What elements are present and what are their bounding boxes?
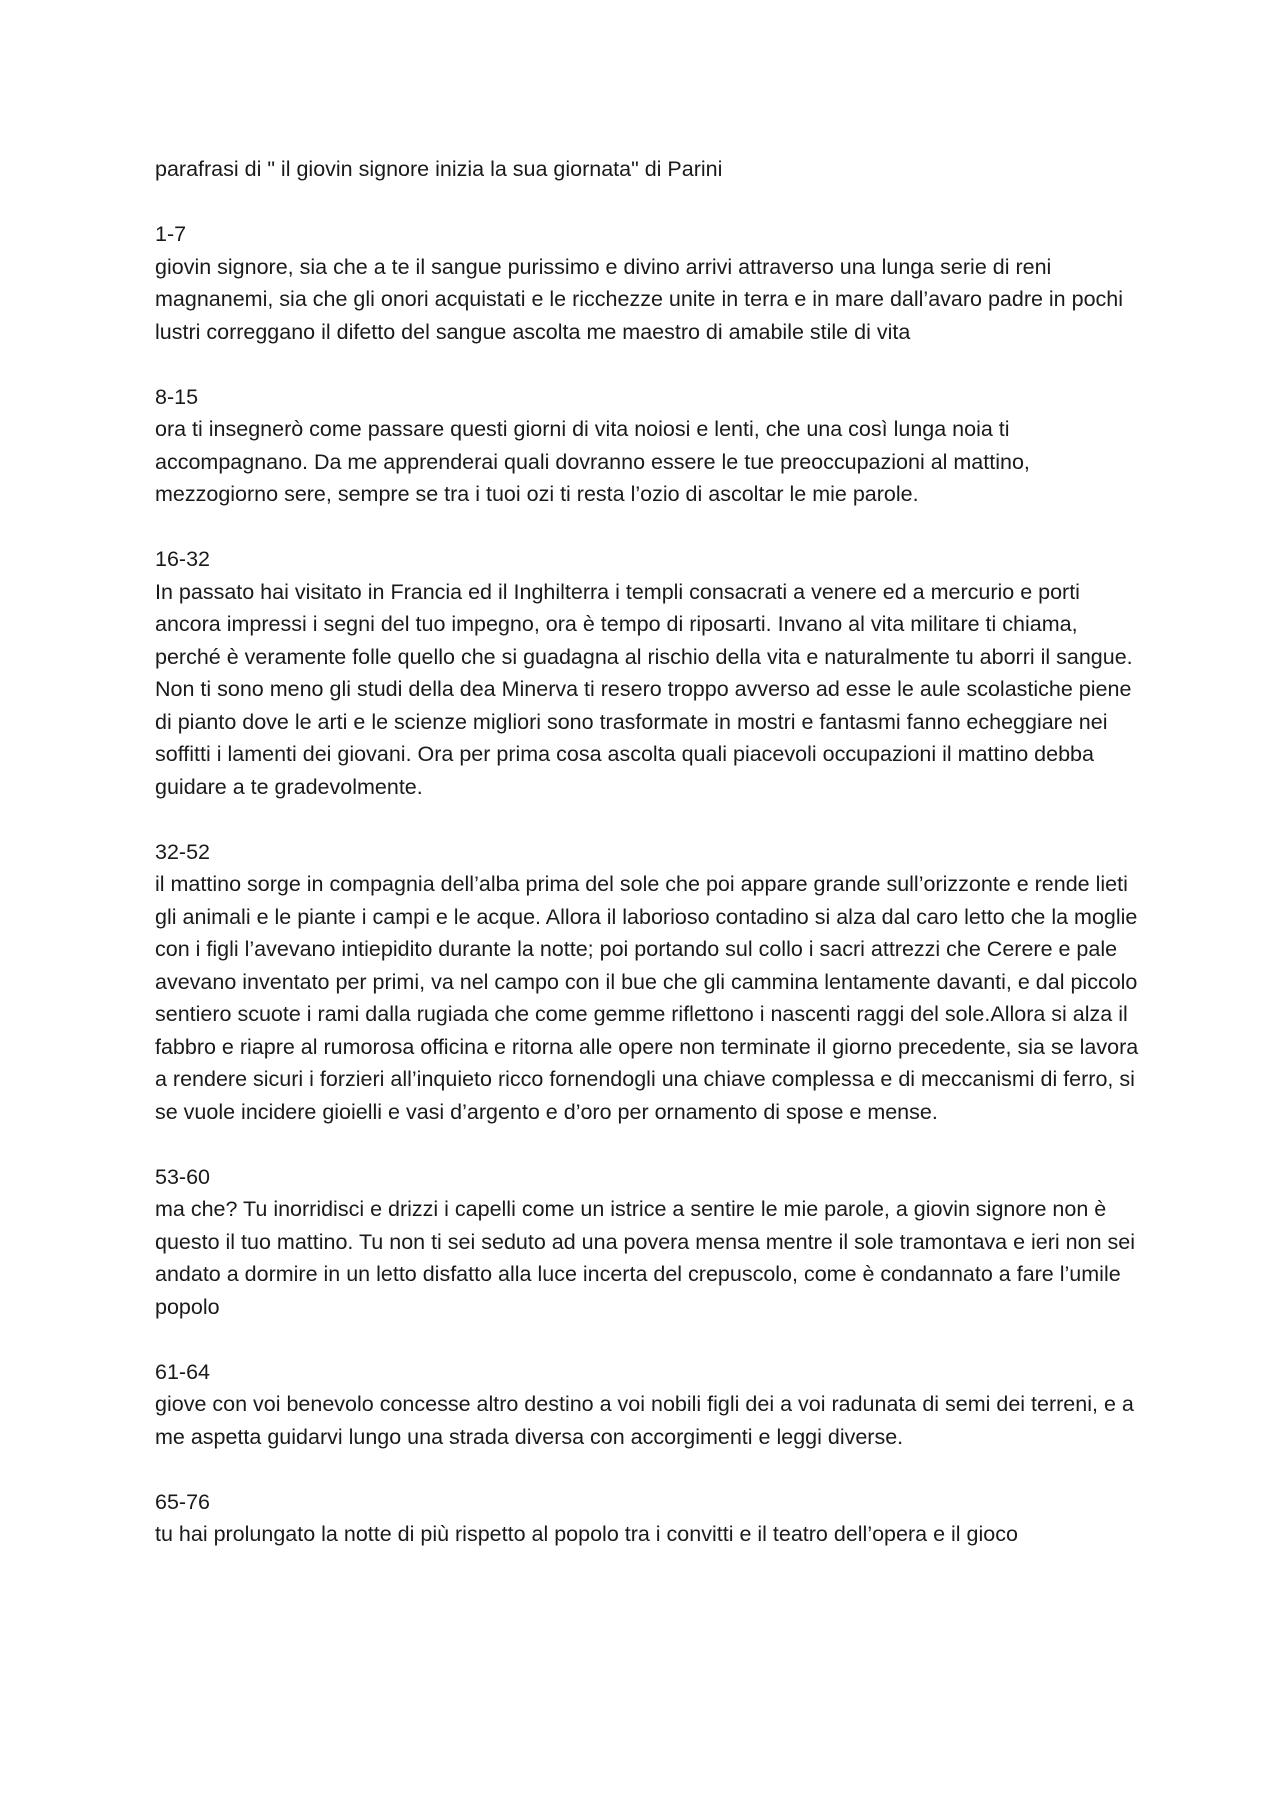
paraphrase-section: [155, 836, 1145, 1129]
paraphrase-section: [155, 1486, 1145, 1551]
paraphrase-section: [155, 543, 1145, 803]
verse-range: 65-76: [155, 1489, 210, 1514]
verse-range: 1-7: [155, 222, 187, 246]
paraphrase-text: tu hai prolungato la notte di più rispetto al popolo tra i convitti e il teatro dell’opera e il gioco: [155, 1522, 1018, 1546]
verse-range: 61-64: [155, 1359, 210, 1384]
verse-range: 16-32: [155, 547, 210, 571]
paraphrase-section: [155, 381, 1145, 511]
paraphrase-text: ma che? Tu inorridisci e drizzi i capelli come un istrice a sentire le mie parole, a giovin signore non è questo il tuo mattino. Tu non ti sei seduto ad una povera mensa mentre il sole tramontava e ieri non sei andato a dormire in un letto disfatto alla luce incerta del crepuscolo, come è condannato a fare l’umile popolo: [155, 1197, 1136, 1319]
document-title: parafrasi di " il giovin signore inizia la sua giornata" di Parini: [155, 157, 723, 181]
paraphrase-text: giove con voi benevolo concesse altro destino a voi nobili figli dei a voi radunata di semi dei terreni, e a me aspetta guidarvi lungo una strada diversa con accorgimenti e leggi diverse.: [155, 1392, 1134, 1449]
document-body: [155, 153, 1145, 1583]
paraphrase-section: [155, 1356, 1145, 1454]
paraphrase-section: [155, 218, 1145, 348]
verse-range: 53-60: [155, 1164, 210, 1189]
verse-range: 32-52: [155, 839, 210, 864]
paraphrase-text: giovin signore, sia che a te il sangue purissimo e divino arrivi attraverso una lunga serie di reni magnanemi, sia che gli onori acquistati e le ricchezze unite in terra e in mare dall’avaro padre in pochi lustri correggano il difetto del sangue ascolta me maestro di amabile stile di vita: [155, 254, 1124, 344]
paraphrase-text: il mattino sorge in compagnia dell’alba prima del sole che poi appare grande sull’orizzonte e rende lieti gli animali e le piante i campi e le acque. Allora il laborioso contadino si alza dal caro letto che la moglie con i figli l’avevano intiepidito durante la notte; poi portando sul collo i sacri attrezzi che Cerere e pale avevano inventato per primi, va nel campo con il bue che gli cammina lentamente davanti, e dal piccolo sentiero scuote i rami dalla rugiada che come gemme riflettono i nascenti raggi del sole.Allora si alza il fabbro e riapre al rumorosa officina e ritorna alle opere non terminate il giorno precedente, sia se lavora a rendere sicuri i forzieri all’inquieto ricco fornendogli una chiave complessa e di meccanismi di ferro, si se vuole incidere gioielli e vasi d’argento e d’oro per ornamento di spose e mense.: [155, 872, 1139, 1124]
paraphrase-text: In passato hai visitato in Francia ed il Inghilterra i templi consacrati a venere ed a mercurio e porti ancora impressi i segni del tuo impegno, ora è tempo di riposarti. Invano al vita militare ti chiama, perché è veramente folle quello che si guadagna al rischio della vita e naturalmente tu aborri il sangue. Non ti sono meno gli studi della dea Minerva ti resero troppo avverso ad esse le aule scolastiche piene di pianto dove le arti e le scienze migliori sono trasformate in mostri e fantasmi fanno echeggiare nei soffitti i lamenti dei giovani. Ora per prima cosa ascolta quali piacevoli occupazioni il mattino debba guidare a te gradevolmente.: [155, 579, 1133, 799]
paraphrase-section: [155, 1161, 1145, 1324]
paraphrase-text: ora ti insegnerò come passare questi giorni di vita noiosi e lenti, che una così lunga noia ti accompagnano. Da me apprenderai quali dovranno essere le tue preoccupazioni al mattino, mezzogiorno sere, sempre se tra i tuoi ozi ti resta l’ozio di ascoltar le mie parole.: [155, 417, 1030, 506]
verse-range: 8-15: [155, 384, 199, 409]
